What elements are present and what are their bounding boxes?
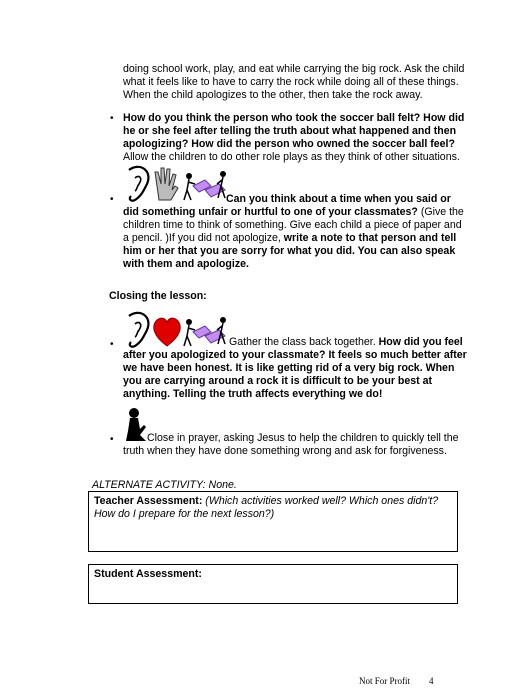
- bullet-marker: •: [110, 194, 114, 205]
- teacher-assessment-label: Teacher Assessment:: [94, 495, 203, 507]
- reflection-question: Can you think about a time when you said or did something unfair or hurtful to one of your classmates?: [123, 193, 451, 218]
- intro-line: When the child apologizes to the other, then take the rock away.: [123, 89, 423, 101]
- discussion-instruction: Allow the children to do other role plays as they think of other situations.: [123, 151, 460, 163]
- student-assessment-box[interactable]: [88, 564, 458, 604]
- closing-heading: Closing the lesson:: [109, 290, 207, 302]
- footer-text: Not For Profit: [359, 676, 411, 686]
- alternate-activity: ALTERNATE ACTIVITY: None.: [92, 479, 237, 491]
- gather-instruction: Gather the class back together.: [229, 336, 376, 348]
- bullet-prayer: [123, 432, 468, 458]
- student-assessment-label: Student Assessment:: [94, 568, 202, 580]
- prayer-text: Close in prayer, asking Jesus to help the children to quickly tell the truth when they have done something wrong and ask for forgiveness.: [123, 432, 459, 457]
- intro-line: what it feels like to have to carry the rock while doing all of these things.: [123, 76, 459, 88]
- page-number: 4: [429, 676, 434, 686]
- bullet-gather: [123, 336, 468, 401]
- teacher-assessment-question: (Which activities worked well? Which ones didn't? How do I prepare for the next lesson?): [94, 495, 439, 520]
- bullet-marker: •: [110, 434, 114, 445]
- discussion-questions: How do you think the person who took the soccer ball felt? How did he or she feel after telling the truth about what happened and then apologizing? How did the person who owned the soccer ball feel?: [123, 112, 465, 150]
- reflection-task: write a note to that person and tell him or her that you are sorry for what you did. You can also speak with them and apologize.: [123, 232, 457, 270]
- bullet-marker: •: [110, 339, 114, 350]
- gather-discussion: How did you feel after you apologized to your classmate? It feels so much better after we have been honest. It is like getting rid of a very big rock. When you are carrying around a rock it is difficult to be your best at anything. Telling the truth affects everything we do!: [123, 336, 467, 400]
- intro-paragraph: [123, 63, 468, 102]
- bullet-marker: •: [110, 113, 114, 124]
- bullet-discussion: [123, 112, 468, 164]
- teacher-assessment-box[interactable]: [88, 491, 458, 552]
- reflection-instruction: (Give the children time to think of something. Give each child a piece of paper and a pencil. )If you did not apologize,: [123, 206, 464, 244]
- intro-line: doing school work, play, and eat while carrying the big rock. Ask the child: [123, 63, 465, 75]
- bullet-reflection: [123, 193, 468, 271]
